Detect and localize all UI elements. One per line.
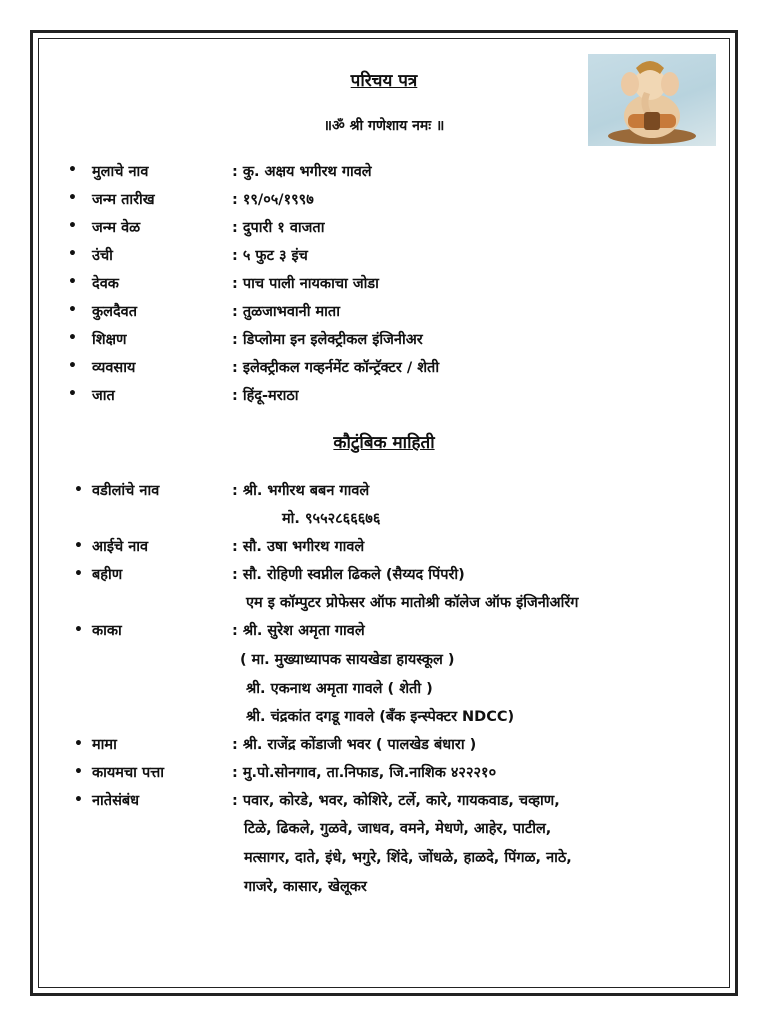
value-birth-time: : दुपारी १ वाजता [232,220,325,236]
value-father-mobile: मो. ९५५२८६६६७६ [282,511,381,527]
bullet: • [68,274,77,290]
bullet: • [68,190,77,206]
label-address: कायमचा पत्ता [92,765,164,781]
label-birth-time: जन्म वेळ [92,220,141,236]
ganesha-image [588,54,716,146]
value-sister: : सौ. रोहिणी स्वप्नील ढिकले (सैय्यद पिंपरी) [232,567,465,583]
value-relatives-line-4: गाजरे, कासार, खेलूकर [244,879,367,895]
bullet: • [68,246,77,262]
value-uncle: : श्री. सुरेश अमृता गावले [232,623,365,639]
label-father: वडीलांचे नाव [92,483,160,499]
page-title: परिचय पत्र [350,71,418,91]
bullet: • [74,538,83,554]
value-uncle-detail-1: ( मा. मुख्याध्यापक सायखेडा हायस्कूल ) [240,652,455,668]
bullet: • [68,330,77,346]
bullet: • [68,358,77,374]
value-relatives-line-2: टिळे, ढिकले, गुळवे, जाधव, वमने, मेधणे, आहेर, पाटील, [244,821,552,837]
bullet: • [74,764,83,780]
value-birth-date: : १९/०५/१९९७ [232,192,314,208]
bullet: • [74,792,83,808]
invocation-text: ॥ॐ श्री गणेशाय नमः ॥ [323,118,445,134]
label-birth-date: जन्म तारीख [92,192,155,208]
value-height: : ५ फुट ३ इंच [232,248,308,264]
value-uncle-detail-3: श्री. चंद्रकांत दगडू गावले (बँक इन्स्पेक्टर NDCC) [246,709,515,725]
bullet: • [68,218,77,234]
label-relatives: नातेसंबंध [92,793,140,809]
value-father: : श्री. भगीरथ बबन गावले [232,483,370,499]
value-devak: : पाच पाली नायकाचा जोडा [232,276,379,292]
bullet: • [74,622,83,638]
value-sister-detail: एम इ कॉम्पुटर प्रोफेसर ऑफ मातोश्री कॉलेज ऑफ इंजिनीअरिंग [246,595,579,611]
bullet: • [68,162,77,178]
value-relatives-line-1: : पवार, कोरडे, भवर, कोशिरे, टर्ले, कारे, गायकवाड, चव्हाण, [232,793,560,809]
label-uncle: काका [92,623,122,639]
value-kuldaivat: : तुळजाभवानी माता [232,304,340,320]
bullet: • [74,566,83,582]
value-boy-name: : कु. अक्षय भगीरथ गावले [232,164,372,180]
bullet: • [74,482,83,498]
label-boy-name: मुलाचे नाव [92,164,149,180]
label-occupation: व्यवसाय [92,360,136,376]
label-education: शिक्षण [92,332,127,348]
bullet: • [68,302,77,318]
bullet: • [74,736,83,752]
value-caste: : हिंदू-मराठा [232,388,299,404]
label-height: उंची [92,248,113,264]
value-education: : डिप्लोमा इन इलेक्ट्रीकल इंजिनीअर [232,332,423,348]
value-uncle-detail-2: श्री. एकनाथ अमृता गावले ( शेती ) [246,681,433,697]
label-kuldaivat: कुलदैवत [92,304,137,320]
value-occupation: : इलेक्ट्रीकल गव्हर्नमेंट कॉन्ट्रॅक्टर / शेती [232,360,440,376]
value-relatives-line-3: मत्सागर, दाते, इंधे, भगुरे, शिंदे, जोंधळे, हाळदे, पिंगळ, नाठे, [244,850,572,866]
value-mama: : श्री. राजेंद्र कोंडाजी भवर ( पालखेड बंधारा ) [232,737,477,753]
value-mother: : सौ. उषा भगीरथ गावले [232,539,365,555]
label-mama: मामा [92,737,117,753]
label-mother: आईचे नाव [92,539,149,555]
label-caste: जात [92,388,115,404]
family-section-title: कौटुंबिक माहिती [333,433,435,453]
label-devak: देवक [92,276,119,292]
label-sister: बहीण [92,567,123,583]
bullet: • [68,386,77,402]
value-address: : मु.पो.सोनगाव, ता.निफाड, जि.नाशिक ४२२२१० [232,765,497,781]
